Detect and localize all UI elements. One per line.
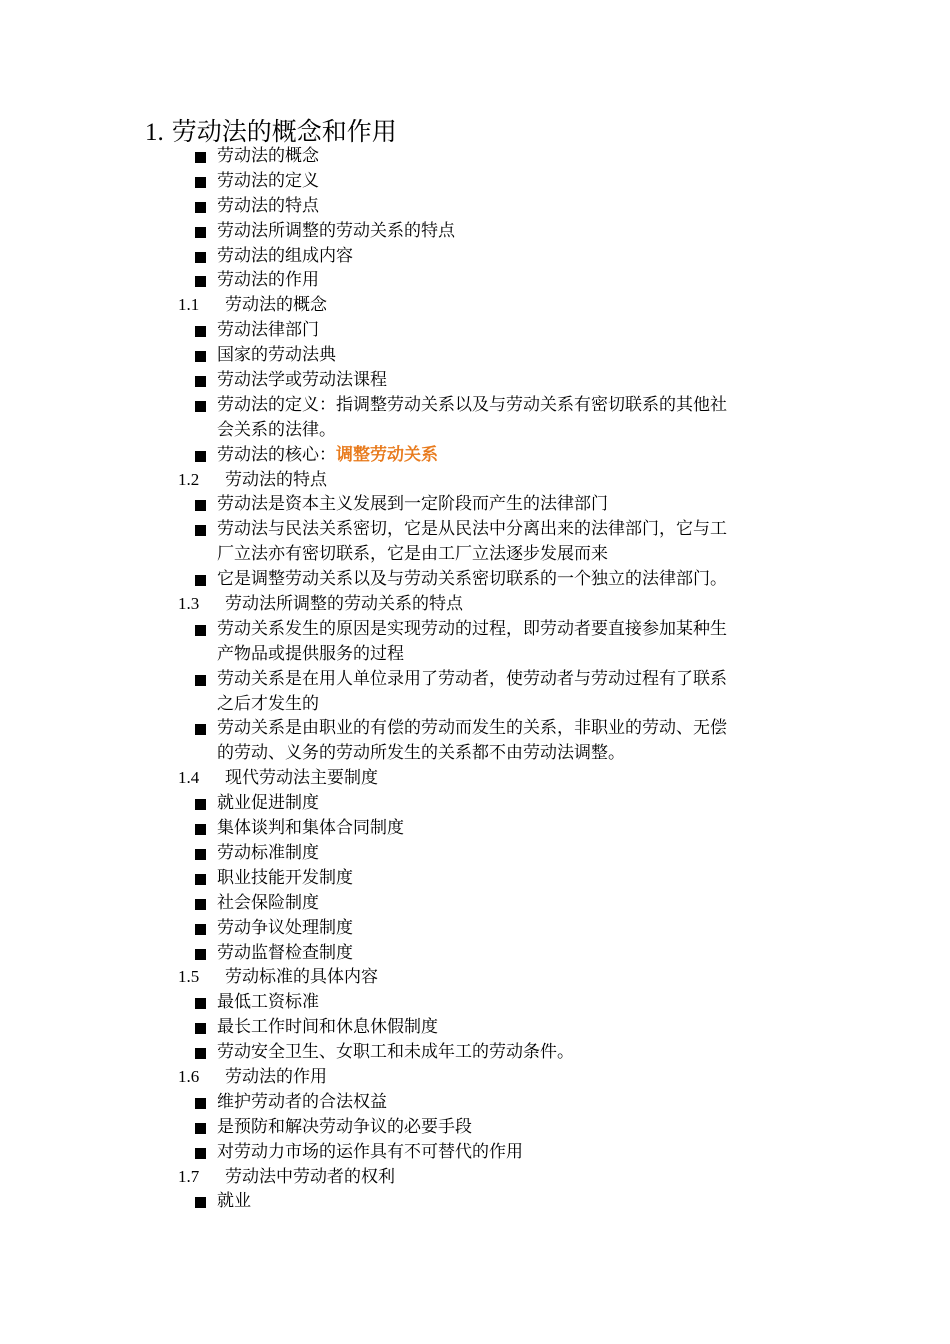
list-item xyxy=(0,791,950,816)
section-title: 劳动法的作用 xyxy=(225,1066,327,1087)
list-item-continuation xyxy=(0,418,950,443)
list-item-text: 就业 xyxy=(217,1191,251,1212)
list-item-text: 厂立法亦有密切联系，它是由工厂立法逐步发展而来 xyxy=(217,544,608,565)
section-heading xyxy=(0,592,950,617)
square-bullet-icon xyxy=(195,351,206,362)
list-item xyxy=(0,443,950,468)
list-item-text: 之后才发生的 xyxy=(217,693,319,714)
list-item-text: 劳动法是资本主义发展到一定阶段而产生的法律部门 xyxy=(217,494,608,515)
list-item xyxy=(0,1090,950,1115)
square-bullet-icon xyxy=(195,252,206,263)
list-item-text: 最低工资标准 xyxy=(217,992,319,1013)
list-item-text: 是预防和解决劳动争议的必要手段 xyxy=(217,1116,472,1137)
square-bullet-icon xyxy=(195,152,206,163)
list-item xyxy=(0,891,950,916)
list-item-text: 劳动法与民法关系密切，它是从民法中分离出来的法律部门，它与工 xyxy=(217,519,727,540)
list-item-text: 最长工作时间和休息休假制度 xyxy=(217,1017,438,1038)
list-item-text: 职业技能开发制度 xyxy=(217,867,353,888)
square-bullet-icon xyxy=(195,202,206,213)
section-number: 1.6 xyxy=(178,1066,200,1086)
list-item xyxy=(0,990,950,1015)
list-item-text: 劳动法的作用 xyxy=(217,270,319,291)
list-item-text: 劳动监督检查制度 xyxy=(217,942,353,963)
list-item-text: 对劳动力市场的运作具有不可替代的作用 xyxy=(217,1141,523,1162)
list-item xyxy=(0,1040,950,1065)
square-bullet-icon xyxy=(195,1048,206,1059)
square-bullet-icon xyxy=(195,949,206,960)
list-item-text: 劳动关系是由职业的有偿的劳动而发生的关系，非职业的劳动、无偿 xyxy=(217,718,727,739)
list-item xyxy=(0,343,950,368)
list-item-text: 劳动法的核心：调整劳动关系 xyxy=(217,444,438,465)
list-item xyxy=(0,144,950,169)
list-item xyxy=(0,841,950,866)
square-bullet-icon xyxy=(195,724,206,735)
list-item xyxy=(0,492,950,517)
square-bullet-icon xyxy=(195,451,206,462)
section-title: 劳动法所调整的劳动关系的特点 xyxy=(225,594,463,615)
list-item-text: 就业促进制度 xyxy=(217,793,319,814)
list-item-text: 集体谈判和集体合同制度 xyxy=(217,818,404,839)
square-bullet-icon xyxy=(195,1023,206,1034)
section-number: 1.5 xyxy=(178,967,200,987)
list-item-text: 劳动法的特点 xyxy=(217,195,319,216)
list-item xyxy=(0,1015,950,1040)
list-item-text: 劳动法的组成内容 xyxy=(217,245,353,266)
list-item xyxy=(0,617,950,642)
title-text: 劳动法的概念和作用 xyxy=(171,117,397,146)
list-item xyxy=(0,368,950,393)
list-item xyxy=(0,667,950,692)
square-bullet-icon xyxy=(195,227,206,238)
section-title: 劳动法的概念 xyxy=(225,295,327,316)
list-item xyxy=(0,941,950,966)
list-item-text: 劳动法的概念 xyxy=(217,146,319,166)
list-item xyxy=(0,517,950,542)
list-item-text: 它是调整劳动关系以及与劳动关系密切联系的一个独立的法律部门。 xyxy=(217,569,727,590)
section-heading xyxy=(0,468,950,493)
section-number: 1.1 xyxy=(178,295,200,315)
square-bullet-icon xyxy=(195,376,206,387)
square-bullet-icon xyxy=(195,874,206,885)
list-item xyxy=(0,219,950,244)
list-item-text: 产物品或提供服务的过程 xyxy=(217,643,404,664)
title-number: 1. xyxy=(145,119,164,146)
list-item xyxy=(0,916,950,941)
section-title: 现代劳动法主要制度 xyxy=(225,768,378,789)
square-bullet-icon xyxy=(195,1123,206,1134)
list-item-text: 劳动法律部门 xyxy=(217,320,319,341)
square-bullet-icon xyxy=(195,1098,206,1109)
square-bullet-icon xyxy=(195,177,206,188)
list-item xyxy=(0,169,950,194)
square-bullet-icon xyxy=(195,575,206,586)
list-item-text: 会关系的法律。 xyxy=(217,419,336,440)
list-item xyxy=(0,1115,950,1140)
list-item-text: 劳动法的定义 xyxy=(217,170,319,191)
section-number: 1.7 xyxy=(178,1166,200,1186)
square-bullet-icon xyxy=(195,824,206,835)
square-bullet-icon xyxy=(195,401,206,412)
square-bullet-icon xyxy=(195,998,206,1009)
list-item-text: 国家的劳动法典 xyxy=(217,345,336,366)
list-item-text: 劳动关系发生的原因是实现劳动的过程，即劳动者要直接参加某种生 xyxy=(217,618,727,639)
list-item xyxy=(0,1189,950,1214)
outline-list xyxy=(0,144,950,1214)
list-item-text: 劳动法学或劳动法课程 xyxy=(217,370,387,391)
section-heading xyxy=(0,766,950,791)
list-item xyxy=(0,1140,950,1165)
list-item-text: 劳动法所调整的劳动关系的特点 xyxy=(217,220,455,241)
square-bullet-icon xyxy=(195,1148,206,1159)
section-heading xyxy=(0,293,950,318)
list-item-text: 劳动关系是在用人单位录用了劳动者，使劳动者与劳动过程有了联系 xyxy=(217,668,727,689)
section-heading xyxy=(0,965,950,990)
section-title: 劳动标准的具体内容 xyxy=(225,967,378,988)
list-item-text: 社会保险制度 xyxy=(217,892,319,913)
list-item xyxy=(0,244,950,269)
list-item xyxy=(0,866,950,891)
list-item xyxy=(0,567,950,592)
square-bullet-icon xyxy=(195,625,206,636)
square-bullet-icon xyxy=(195,675,206,686)
list-item-continuation xyxy=(0,542,950,567)
square-bullet-icon xyxy=(195,276,206,287)
list-item xyxy=(0,716,950,741)
list-item-continuation xyxy=(0,642,950,667)
square-bullet-icon xyxy=(195,924,206,935)
section-number: 1.3 xyxy=(178,594,200,614)
list-item-text: 维护劳动者的合法权益 xyxy=(217,1091,387,1112)
square-bullet-icon xyxy=(195,849,206,860)
square-bullet-icon xyxy=(195,326,206,337)
section-number: 1.4 xyxy=(178,768,200,788)
list-item xyxy=(0,393,950,418)
highlight-text: 调整劳动关系 xyxy=(336,444,438,465)
section-heading xyxy=(0,1065,950,1090)
section-number: 1.2 xyxy=(178,469,200,489)
section-title: 劳动法的特点 xyxy=(225,469,327,490)
list-item xyxy=(0,268,950,293)
square-bullet-icon xyxy=(195,799,206,810)
list-item-text: 劳动争议处理制度 xyxy=(217,917,353,938)
list-item xyxy=(0,816,950,841)
square-bullet-icon xyxy=(195,500,206,511)
list-item xyxy=(0,318,950,343)
list-item-continuation xyxy=(0,692,950,717)
list-item-continuation xyxy=(0,741,950,766)
square-bullet-icon xyxy=(195,525,206,536)
list-item-text: 劳动标准制度 xyxy=(217,842,319,863)
list-item-text: 的劳动、义务的劳动所发生的关系都不由劳动法调整。 xyxy=(217,743,625,764)
section-heading xyxy=(0,1165,950,1190)
list-item-text: 劳动法的定义：指调整劳动关系以及与劳动关系有密切联系的其他社 xyxy=(217,394,727,415)
list-item xyxy=(0,194,950,219)
list-item-text: 劳动安全卫生、女职工和未成年工的劳动条件。 xyxy=(217,1042,574,1063)
square-bullet-icon xyxy=(195,899,206,910)
square-bullet-icon xyxy=(195,1197,206,1208)
section-title: 劳动法中劳动者的权利 xyxy=(225,1166,395,1187)
